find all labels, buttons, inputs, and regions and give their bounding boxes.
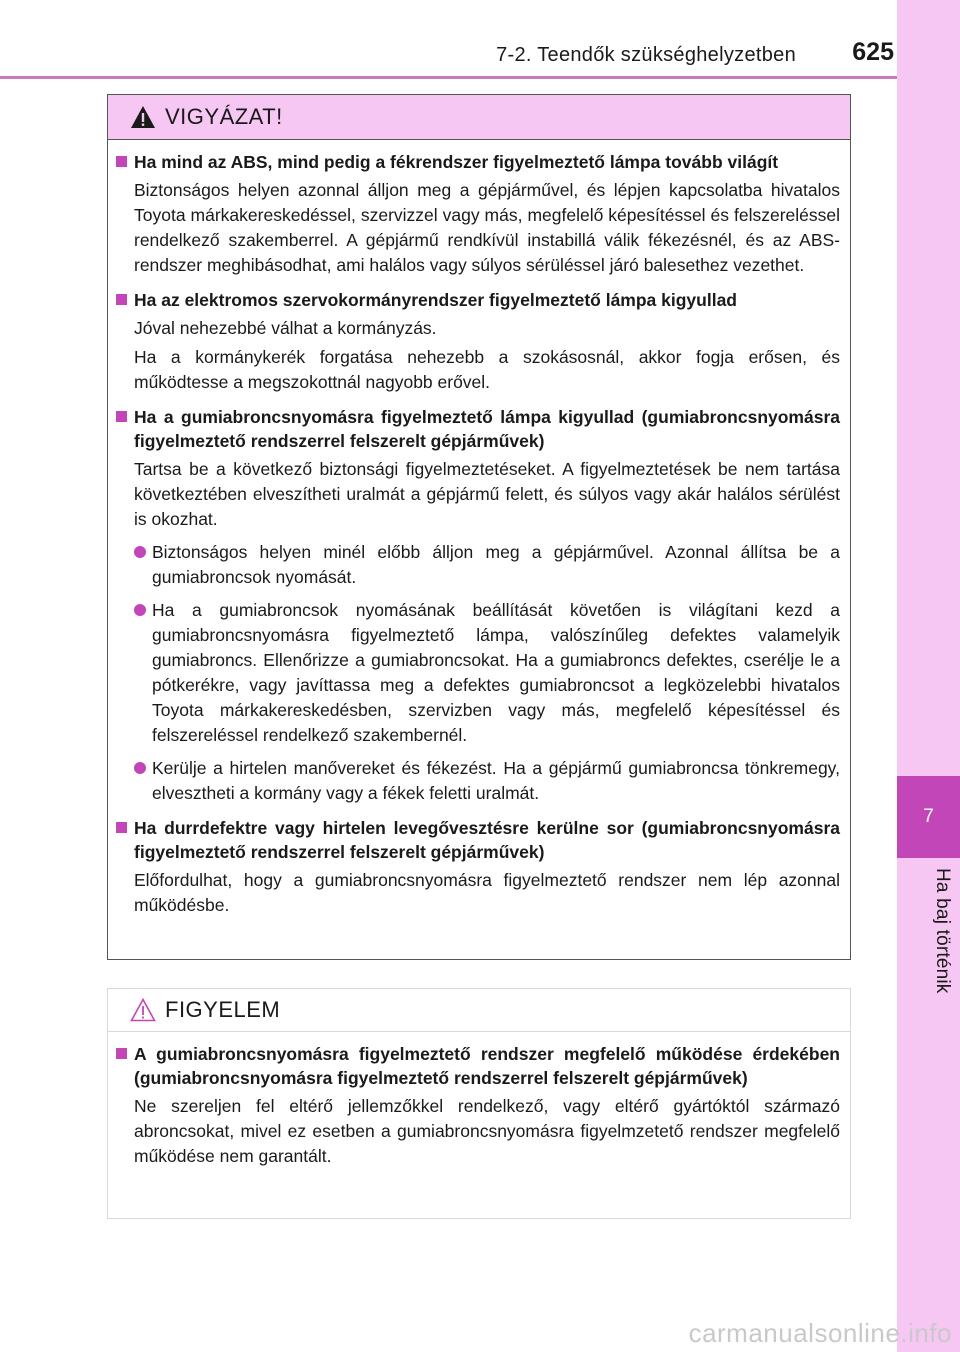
header-divider (0, 76, 897, 79)
warning-box-body (108, 140, 850, 918)
square-bullet-icon (116, 822, 127, 833)
caution-triangle-icon (130, 998, 156, 1022)
bullet-text: Kerülje a hirtelen manővereket és fékezést. Ha a gépjármű gumiabroncsa tönkremegy, elvesztheti a kormány vagy a fékek feletti uralmát. (152, 758, 840, 803)
notice-box-header (108, 989, 850, 1032)
section-title: 7-2. Teendők szükséghelyzetben (496, 44, 796, 66)
section-heading (116, 405, 840, 453)
square-bullet-icon (116, 1048, 127, 1059)
warning-box (107, 94, 851, 960)
circle-bullet-icon (134, 546, 146, 558)
notice-box-title: FIGYELEM (165, 997, 281, 1022)
bullet-item (134, 756, 840, 806)
body-paragraph: Tartsa be a következő biztonsági figyelmeztetéseket. A figyelmeztetések be nem tartása következtében elveszítheti uralmát a gépjármű felett, és súlyos vagy akár halálos sérülést is okozhat. (134, 459, 840, 529)
section-heading (116, 816, 840, 864)
section-heading (116, 1042, 840, 1090)
section-heading-text: Ha durrdefektre vagy hirtelen levegővesztésre kerülne sor (gumiabroncsnyomásra figyelmeztető rendszerrel felszerelt gépjárművek) (134, 818, 840, 862)
section-heading-text: A gumiabroncsnyomásra figyelmeztető rendszer megfelelő működése érdekében (gumiabroncsnyomásra figyelmeztető rendszerrel felszerelt gépjárművek) (134, 1044, 840, 1088)
body-paragraph: Ne szereljen fel eltérő jellemzőkkel rendelkező, vagy eltérő gyártóktól származó abroncsokat, mivel ez esetben a gumiabroncsnyomásra figyelmzetető rendszer megfelelő működése nem garantált. (134, 1096, 840, 1166)
warning-triangle-icon (130, 105, 156, 129)
circle-bullet-icon (134, 604, 146, 616)
section-heading (116, 288, 840, 312)
notice-box-body (108, 1032, 850, 1169)
watermark-text: carmanualsonline.info (688, 1318, 952, 1348)
section-item (116, 816, 840, 918)
section-heading-text: Ha az elektromos szervokormányrendszer figyelmeztető lámpa kigyullad (134, 290, 737, 310)
chapter-title: Ha baj történik (932, 868, 953, 994)
bullet-text: Biztonságos helyen minél előbb álljon meg a gépjárművel. Azonnal állítsa be a gumiabroncsok nyomását. (152, 542, 840, 587)
section-heading-text: Ha mind az ABS, mind pedig a fékrendszer figyelmeztető lámpa tovább világít (134, 152, 779, 172)
chapter-number: 7 (897, 776, 960, 858)
section-heading (116, 150, 840, 174)
bullet-text: Ha a gumiabroncsok nyomásának beállítását követően is világítani kezd a gumiabroncsnyomásra figyelmeztető lámpa, valószínűleg defektes valamelyik gumiabroncs. Ellenőrizze a gumiabroncsokat. Ha a gumiabroncs defektes, cserélje le a pótkerékre, vagy javíttassa meg a defektes gumiabroncsot a legközelebbi hivatalos Toyota márkakereskedésben, szervizben vagy más, megfelelő képesítéssel és felszereléssel rendelkező szakembernél. (152, 600, 840, 745)
page-number: 625 (852, 38, 894, 66)
square-bullet-icon (116, 156, 127, 167)
notice-box (107, 988, 851, 1219)
bullet-item (134, 598, 840, 748)
warning-box-title: VIGYÁZAT! (165, 104, 283, 129)
section-heading-text: Ha a gumiabroncsnyomásra figyelmeztető lámpa kigyullad (gumiabroncsnyomásra figyelmeztető rendszerrel felszerelt gépjárművek) (134, 407, 840, 451)
circle-bullet-icon (134, 762, 146, 774)
body-paragraph: Jóval nehezebbé válhat a kormányzás. (134, 318, 437, 338)
body-paragraph: Biztonságos helyen azonnal álljon meg a gépjárművel, és lépjen kapcsolatba hivatalos Toyota márkakereskedéssel, szervizzel vagy más, megfelelő képesítéssel és felszereléssel rendelkező szakemberrel. A gépjármű rendkívül instabillá válik fékezésnél, és az ABS-rendszer meghibásodhat, ami halálos vagy súlyos sérüléssel járó balesethez vezethet. (134, 180, 840, 275)
body-paragraph: Ha a kormánykerék forgatása nehezebb a szokásosnál, akkor fogja erősen, és működtesse a megszokottnál nagyobb erővel. (134, 347, 840, 392)
body-paragraph: Előfordulhat, hogy a gumiabroncsnyomásra figyelmeztető rendszer nem lép azonnal működésbe. (134, 870, 840, 915)
section-item (116, 288, 840, 395)
square-bullet-icon (116, 411, 127, 422)
section-item (116, 1042, 840, 1169)
section-item (116, 405, 840, 806)
square-bullet-icon (116, 294, 127, 305)
bullet-item (134, 540, 840, 590)
warning-box-header (108, 95, 850, 140)
chapter-side-tab (897, 0, 960, 1352)
section-item (116, 150, 840, 278)
